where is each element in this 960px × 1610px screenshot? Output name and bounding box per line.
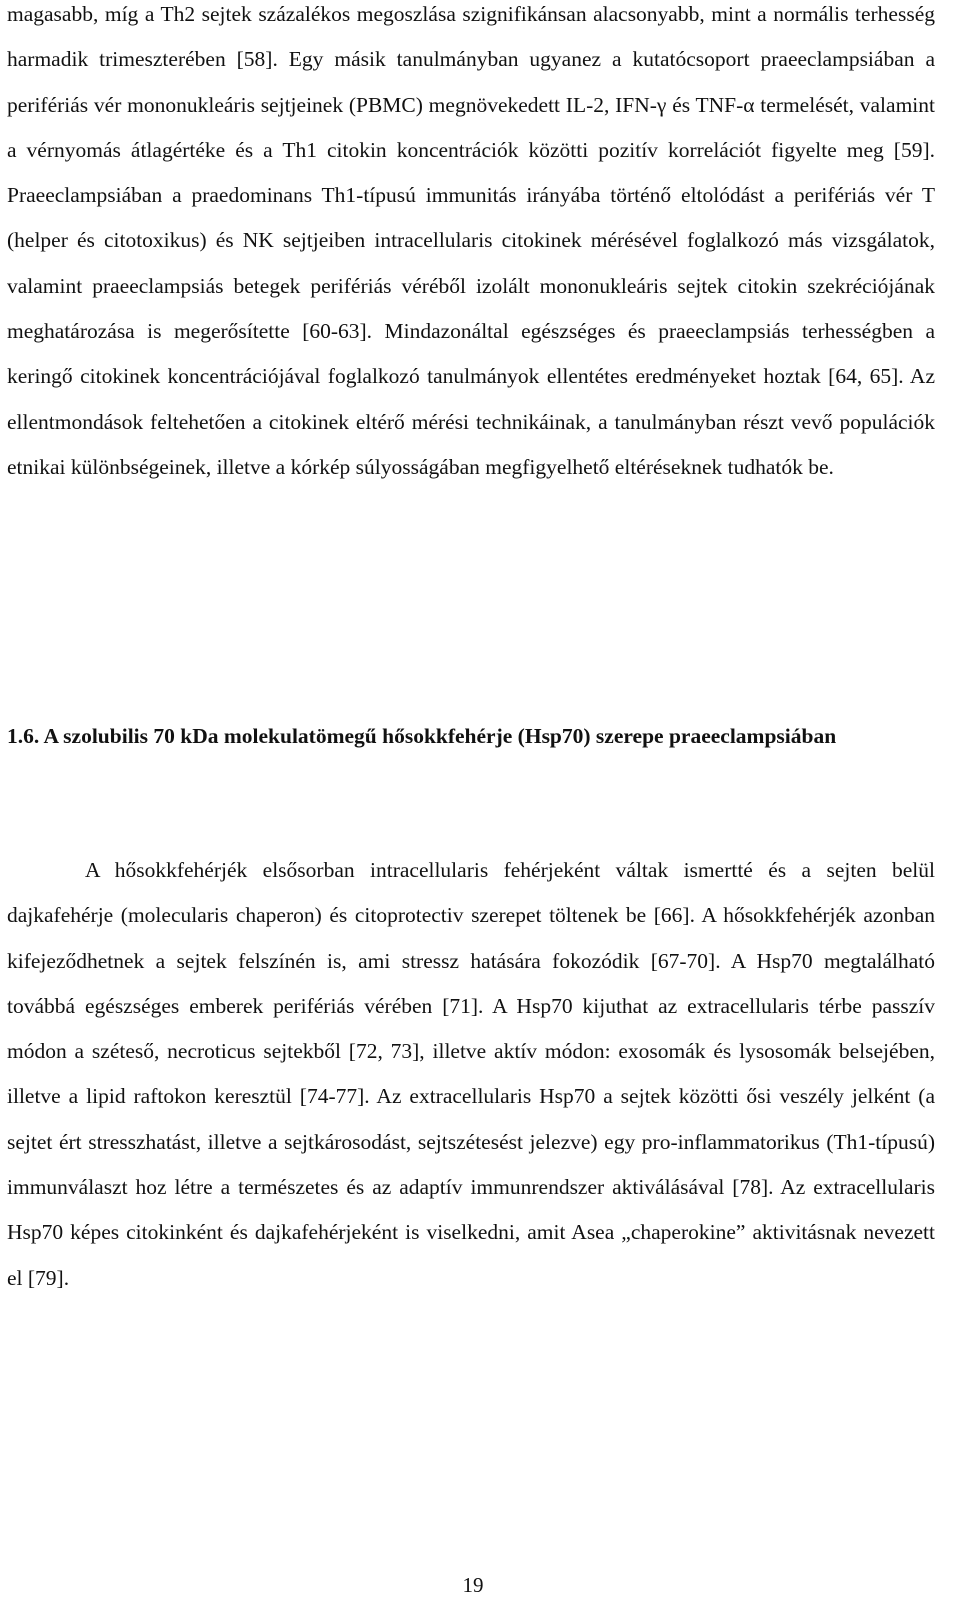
section-title: A szolubilis 70 kDa molekulatömegű hősokkfehérje (Hsp70) szerepe praeeclampsiában: [43, 724, 837, 748]
paragraph-hsp70: A hősokkfehérjék elsősorban intracellularis fehérjeként váltak ismertté és a sejten belül dajkafehérje (molecularis chaperon) és citoprotectiv szerepet töltenek be [66]. A hősokkfehérjék azonban kifejeződhetnek a sejtek felszínén is, ami stressz hatására fokozódik [67-70]. A Hsp70 megtalálható továbbá egészséges emberek perifériás vérében [71]. A Hsp70 kijuthat az extracellularis térbe passzív módon a széteső, necroticus sejtekből [72, 73], illetve aktív módon: exosomák és lysosomák belsejében, illetve a lipid raftokon keresztül [74-77]. Az extracellularis Hsp70 a sejtek közötti ősi veszély jelként (a sejtet ért stresszhatást, illetve a sejtkárosodást, sejtszétesést jelezve) egy pro-inflammatorikus (Th1-típusú) immunválaszt hoz létre a természetes és az adaptív immunrendszer aktiválásával [78]. Az extracellularis Hsp70 képes citokinként és dajkafehérjeként is viselkedni, amit Asea „chaperokine” aktivitásnak nevezett el [79].: [7, 858, 935, 1290]
section-number: 1.6.: [7, 724, 40, 748]
section-body-block: [7, 848, 935, 1301]
section-heading: [7, 714, 935, 759]
paragraph-th1-th2: magasabb, míg a Th2 sejtek százalékos megoszlása szignifikánsan alacsonyabb, mint a normális terhesség harmadik trimeszterében [58]. Egy másik tanulmányban ugyanez a kutatócsoport praeeclampsiában a perifériás vér mononukleáris sejtjeinek (PBMC) megnövekedett IL-2, IFN-γ és TNF-α termelését, valamint a vérnyomás átlagértéke és a Th1 citokin koncentrációk közötti pozitív korrelációt figyelte meg [59]. Praeeclampsiában a praedominans Th1-típusú immunitás irányába történő eltolódást a perifériás vér T (helper és citotoxikus) és NK sejtjeiben intracellularis citokinek mérésével foglalkozó más vizsgálatok, valamint praeeclampsiás betegek perifériás véréből izolált mononukleáris sejtek citokin szekréciójának meghatározása is megerősítette [60-63]. Mindazonáltal egészséges és praeeclampsiás terhességben a keringő citokinek koncentrációjával foglalkozó tanulmányok ellentétes eredményeket hoztak [64, 65]. Az ellentmondások feltehetően a citokinek eltérő mérési technikáinak, a tanulmányban részt vevő populációk etnikai különbségeinek, illetve a kórkép súlyosságában megfigyelhető eltéréseknek tudhatók be.: [7, 2, 935, 479]
page-number: 19: [462, 1573, 484, 1597]
body-text-block: [7, 0, 935, 490]
